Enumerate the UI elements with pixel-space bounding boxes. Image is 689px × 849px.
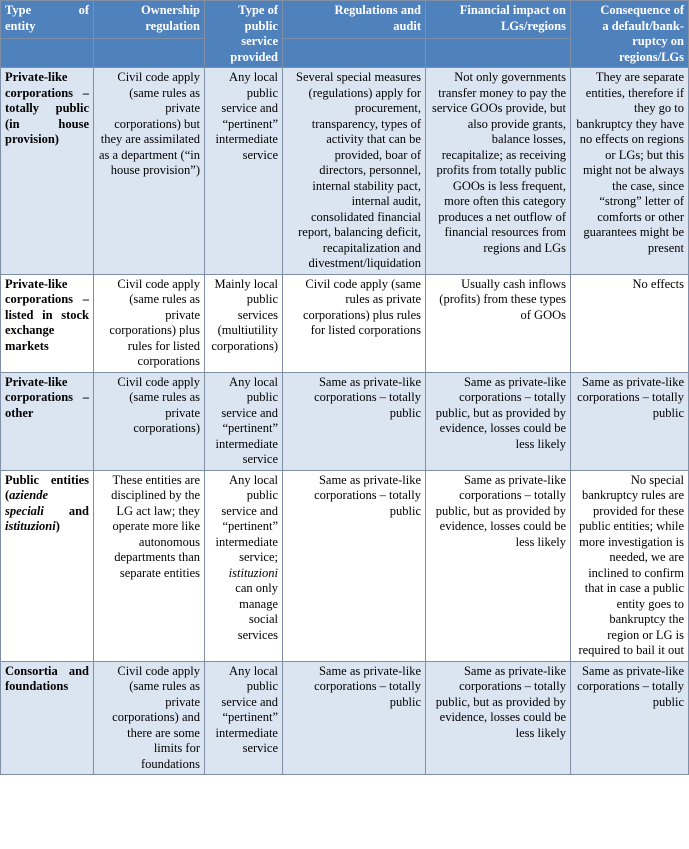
consequence-cell: No special bankruptcy rules are provided for these public entities; while more investigation is needed, we are inclined to confirm that in case a public entity goes to bankruptcy the region or LG is required to bail it out [571, 470, 689, 661]
header-financial-impact [426, 1, 571, 39]
ownership-cell: These entities are disciplined by the LG act law; they operate more like autonomous departments than separate entities [94, 470, 205, 661]
table-row [1, 661, 689, 775]
regulations-cell: Civil code apply (same rules as private corporations) plus rules for listed corporations [283, 274, 426, 372]
header-type-of-entity-line2: entity [5, 18, 36, 33]
table-row [1, 372, 689, 470]
header-regulations-and-audit [283, 1, 426, 39]
entity-cell: Consortia and foundations [1, 661, 94, 775]
entity-text: Public entities ( [5, 472, 89, 502]
entity-text: and [43, 503, 89, 518]
entity-cell: Private-like corporations – other [1, 372, 94, 470]
header-regulations-line2: audit [393, 18, 421, 33]
financial-impact-cell: Same as private-like corporations – totally public, but as provided by evidence, losses could be less likely [426, 372, 571, 470]
service-cell: Mainly local public services (multiutility corporations) [205, 274, 283, 372]
entity-cell: Private-like corporations – totally public (in house provision) [1, 68, 94, 275]
header-consequence-line1: Consequence of [600, 3, 684, 17]
ownership-cell: Civil code apply (same rules as private corporations) [94, 372, 205, 470]
service-text: can only manage social services [235, 581, 278, 642]
header-type-of-entity-line1: Type of [5, 3, 89, 17]
header-spacer-cell [426, 39, 571, 68]
financial-impact-cell: Same as private-like corporations – totally public, but as provided by evidence, losses could be less likely [426, 470, 571, 661]
regulations-cell: Same as private-like corporations – totally public [283, 470, 426, 661]
header-financial-line2: LGs/regions [500, 18, 566, 33]
consequence-cell: They are separate entities, therefore if they go to bankruptcy they have no effects on regions or LGs; but this might not be always the case, since “strong” letter of comforts or other guarantees might be present [571, 68, 689, 275]
header-consequence-line2: a default/bank- [602, 18, 684, 33]
entity-text: ) [55, 519, 60, 533]
consequence-cell: Same as private-like corporations – totally public [571, 372, 689, 470]
entity-italic-text: aziende speciali [5, 488, 49, 518]
service-cell: Any local public service and “pertinent” intermediate service [205, 68, 283, 275]
header-ownership-regulation-line1: Ownership [140, 3, 200, 17]
header-regulations-line1: Regulations and [334, 3, 421, 17]
regulations-cell: Same as private-like corporations – totally public [283, 372, 426, 470]
financial-impact-cell: Same as private-like corporations – totally public, but as provided by evidence, losses could be less likely [426, 661, 571, 775]
service-cell: Any local public service and “pertinent” intermediate service [205, 661, 283, 775]
header-type-of-public-service [205, 1, 283, 68]
table-row [1, 274, 689, 372]
header-ownership-regulation-line2: regulation [145, 18, 200, 33]
financial-impact-cell: Usually cash inflows (profits) from these types of GOOs [426, 274, 571, 372]
ownership-cell: Civil code apply (same rules as private corporations) and there are some limits for foundations [94, 661, 205, 775]
header-financial-line1: Financial impact on [459, 3, 566, 17]
header-service-line4: provided [230, 49, 278, 64]
header-ownership-regulation [94, 1, 205, 39]
header-row [1, 1, 689, 39]
service-cell [205, 470, 283, 661]
service-text: Any local public service and “pertinent” intermediate service; [215, 472, 278, 564]
consequence-cell: Same as private-like corporations – totally public [571, 661, 689, 775]
service-cell: Any local public service and “pertinent” intermediate service [205, 372, 283, 470]
header-service-line2: public [244, 18, 278, 33]
header-spacer-cell [94, 39, 205, 68]
ownership-cell: Civil code apply (same rules as private corporations) plus rules for listed corporations [94, 274, 205, 372]
entity-cell: Private-like corporations – listed in stock exchange markets [1, 274, 94, 372]
header-spacer-cell [1, 39, 94, 68]
header-consequence-line4: regions/LGs [618, 49, 684, 64]
header-consequence-line3: ruptcy on [632, 34, 684, 48]
header-consequence [571, 1, 689, 68]
entity-italic-text: istituzioni [5, 519, 56, 533]
entity-cell [1, 470, 94, 661]
header-spacer-cell [283, 39, 426, 68]
ownership-cell: Civil code apply (same rules as private corporations) but they are assimilated as a department (“in house provision”) [94, 68, 205, 275]
header-service-line1: Type of [238, 3, 278, 17]
header-type-of-entity [1, 1, 94, 39]
regulations-cell: Same as private-like corporations – totally public [283, 661, 426, 775]
table-row [1, 68, 689, 275]
consequence-cell: No effects [571, 274, 689, 372]
header-service-line3: service [241, 34, 278, 48]
table-row [1, 470, 689, 661]
regulations-cell: Several special measures (regulations) apply for procurement, transparency, types of activity that can be provided, boar of directors, personnel, internal stability pact, internal audit, consolidated financial report, balancing deficit, recapitalization and divestment/liquidation [283, 68, 426, 275]
service-italic-text: istituzioni [228, 565, 278, 580]
financial-impact-cell: Not only governments transfer money to pay the service GOOs provide, but also provide grants, balance losses, recapitalize; as receiving profits from totally public GOOs is less frequent, more often this category produces a net outflow of financial resources from regions and LGs [426, 68, 571, 275]
